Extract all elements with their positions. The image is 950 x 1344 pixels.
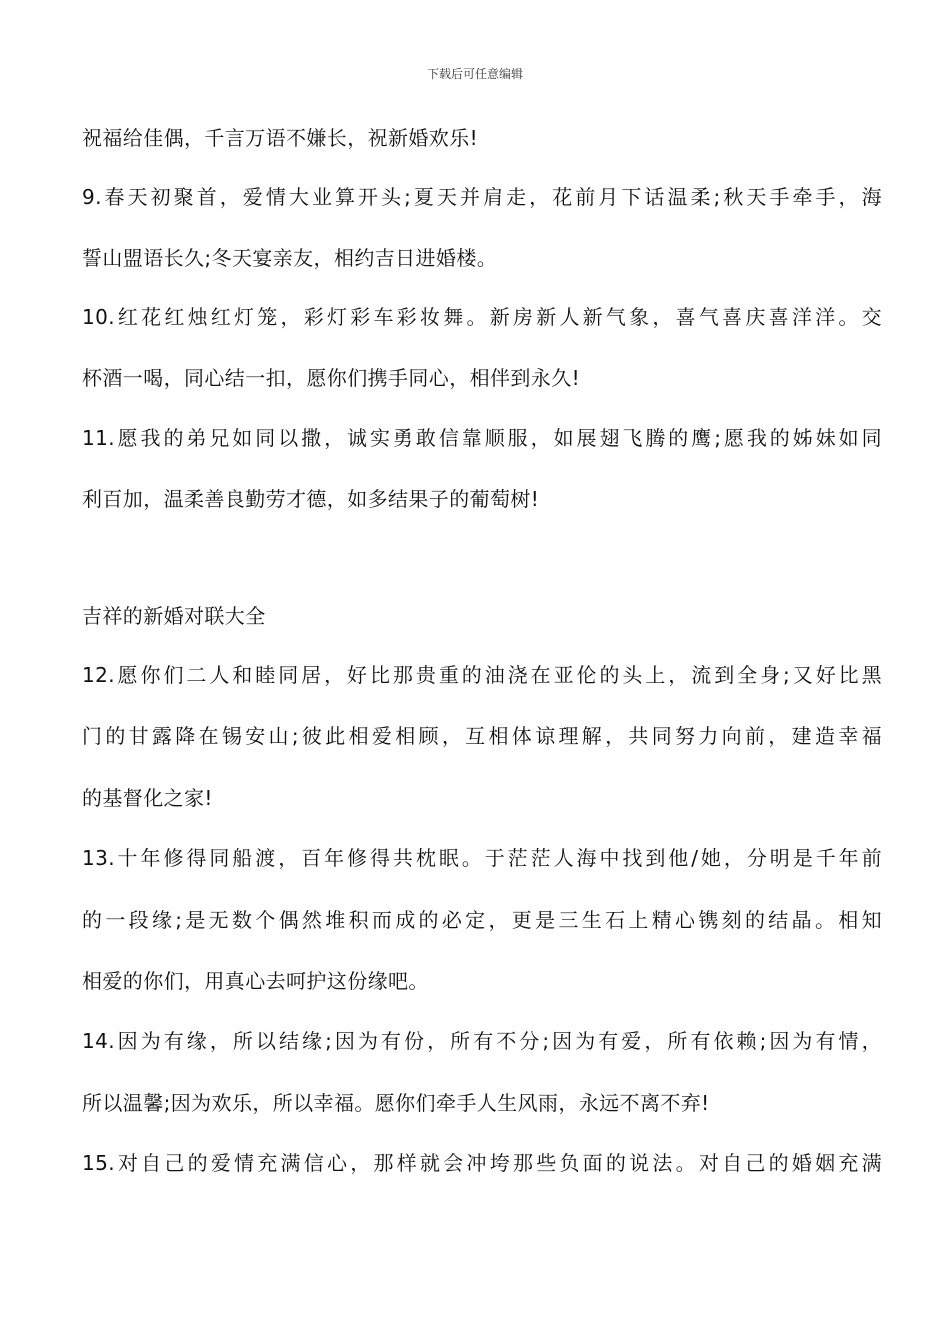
text-line: 祝福给佳偶，千言万语不嫌长，祝新婚欢乐! [82, 126, 479, 150]
section-heading: 吉祥的新婚对联大全 [82, 604, 266, 628]
text-line: 9.春天初聚首，爱情大业算开头;夏天并肩走，花前月下话温柔;秋天手牵手，海 [82, 185, 882, 209]
text-line: 13.十年修得同船渡，百年修得共枕眠。于茫茫人海中找到他/她，分明是千年前 [82, 846, 882, 870]
text-line: 的基督化之家! [82, 786, 213, 810]
text-line: 杯酒一喝，同心结一扣，愿你们携手同心，相伴到永久! [82, 366, 581, 390]
text-line: 10.红花红烛红灯笼，彩灯彩车彩妆舞。新房新人新气象，喜气喜庆喜洋洋。交 [82, 305, 882, 329]
text-line: 相爱的你们，用真心去呵护这份缘吧。 [82, 969, 429, 993]
download-note: 下载后可任意编辑 [426, 67, 523, 81]
text-line: 誓山盟语长久;冬天宴亲友，相约吉日进婚楼。 [82, 246, 498, 270]
text-line: 所以温馨;因为欢乐，所以幸福。愿你们牵手人生风雨，永远不离不弃! [82, 1091, 710, 1115]
text-line: 14.因为有缘，所以结缘;因为有份，所有不分;因为有爱，所有依赖;因为有情， [82, 1029, 882, 1053]
text-line: 11.愿我的弟兄如同以撒，诚实勇敢信靠顺服，如展翅飞腾的鹰;愿我的姊妹如同 [82, 426, 882, 450]
text-line: 12.愿你们二人和睦同居，好比那贵重的油浇在亚伦的头上，流到全身;又好比黑 [82, 663, 882, 687]
text-line: 的一段缘;是无数个偶然堆积而成的必定，更是三生石上精心镌刻的结晶。相知 [82, 908, 882, 932]
text-line: 门的甘露降在锡安山;彼此相爱相顾，互相体谅理解，共同努力向前，建造幸福 [82, 724, 882, 748]
text-line: 利百加，温柔善良勤劳才德，如多结果子的葡萄树! [82, 487, 540, 511]
text-line: 15.对自己的爱情充满信心，那样就会冲垮那些负面的说法。对自己的婚姻充满 [82, 1151, 882, 1175]
